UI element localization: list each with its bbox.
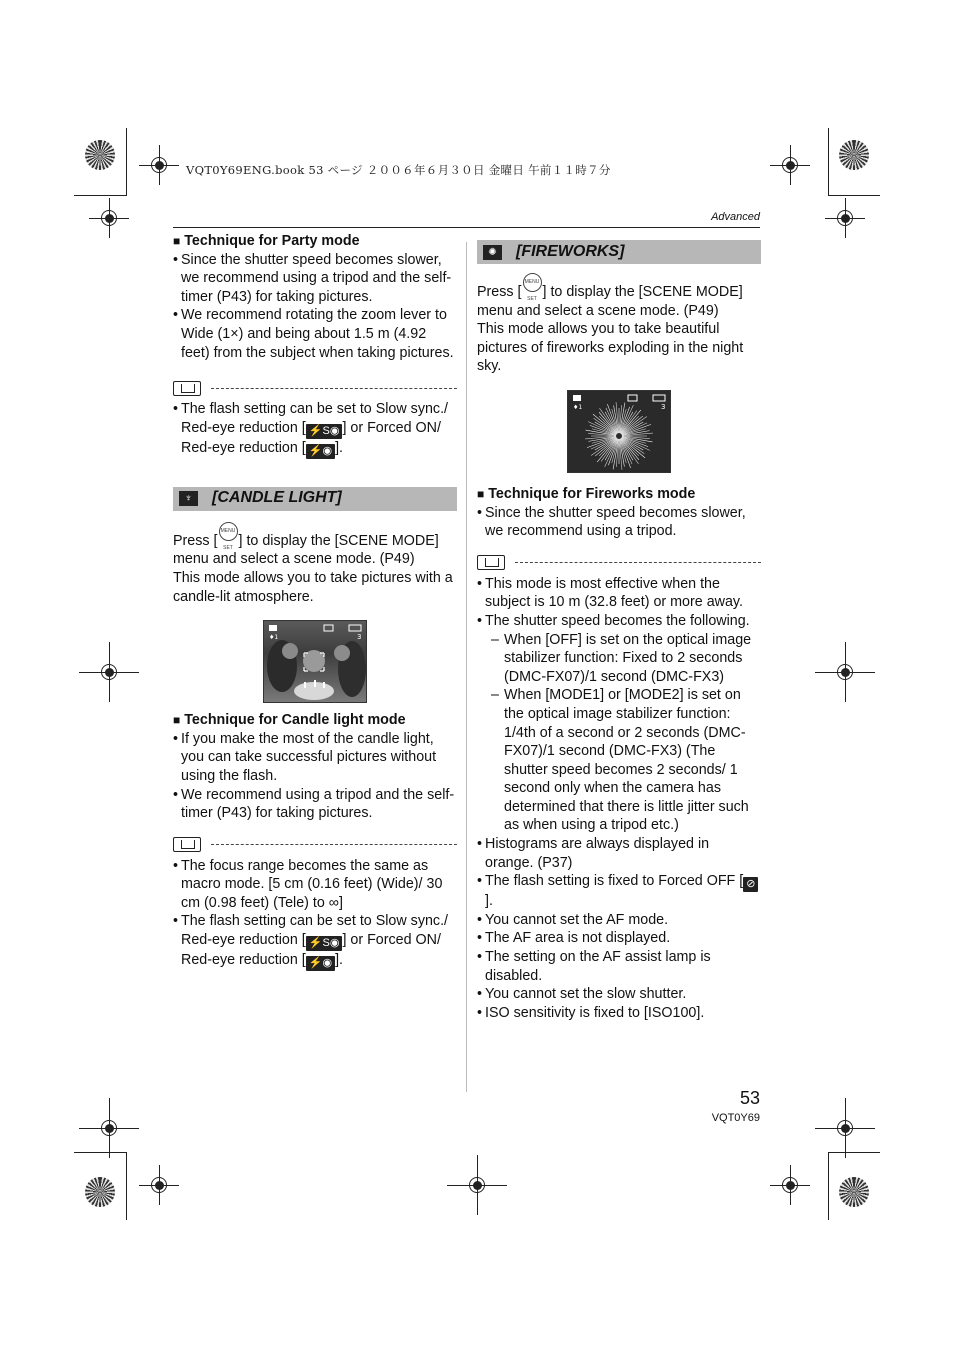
flash-slow-sync-red-eye-icon: ⚡S◉ (306, 424, 343, 439)
registration-target (839, 1177, 869, 1207)
right-column (477, 240, 761, 1022)
registration-target (85, 140, 115, 170)
shots-remaining: 3 (661, 402, 666, 411)
menu-set-button-icon: MENU SET (219, 522, 238, 541)
running-head: Advanced (711, 211, 760, 223)
registration-target (85, 1177, 115, 1207)
note-icon (477, 555, 505, 570)
trim-line (828, 128, 829, 196)
section-title: [FIREWORKS] (516, 242, 625, 260)
fireworks-photo (568, 391, 670, 472)
page-number: 53 (739, 1088, 760, 1108)
flash-slow-sync-red-eye-icon: ⚡S◉ (306, 936, 343, 951)
list-item: • ISO sensitivity is fixed to [ISO100]. (477, 1004, 761, 1023)
header-rule (173, 227, 760, 228)
crop-mark (841, 1124, 850, 1133)
fireworks-bullets (477, 504, 761, 541)
crop-mark (786, 161, 795, 170)
candle-photo (264, 621, 366, 702)
note-divider (477, 553, 761, 573)
fireworks-intro: Press [MENU SET ] to display the [SCENE MODE] menu and select a scene mode. (P49) (477, 273, 761, 320)
fireworks-technique-heading: ■ Technique for Fireworks mode (477, 485, 696, 502)
note-icon (173, 837, 201, 852)
fireworks-example-image (567, 390, 671, 473)
trim-line (74, 195, 126, 196)
svg-text:♦1: ♦1 (573, 403, 583, 411)
crop-mark (105, 214, 114, 223)
candle-technique-heading: ■ Technique for Candle light mode (173, 712, 406, 729)
list-item: • The flash setting is fixed to Forced OFF [ ⊘]. (477, 872, 761, 911)
candle-bullets (173, 730, 457, 823)
menu-set-button-icon: MENU SET (523, 273, 542, 292)
list-item: • We recommend rotating the zoom lever to Wide (1×) and being about 1.5 m (4.92 feet) from the subject when taking pictures. (173, 306, 457, 362)
trim-line (828, 1152, 829, 1220)
shutter-speed-sublist (485, 631, 761, 836)
shots-remaining: 3 (357, 633, 362, 642)
list-item: • Since the shutter speed becomes slower, we recommend using a tripod and the self-timer (P43) for taking pictures. (173, 251, 457, 307)
list-item: • The shutter speed becomes the following. – When [OFF] is set on the optical image stabilizer function: Fixed to 2 seconds (DMC-FX07)/1 second (DMC-FX3) – When [MODE1] or [MODE2] is set on the optical image stabilizer function: 1/4th of a second or 2 seconds (DMC-FX07)/1 second (DMC-FX3) (The shutter speed becomes 2 seconds/ 1 second only when the camera has determined that there is little jitter such as when using a tripod etc.) (477, 612, 761, 835)
fireworks-section-header (477, 240, 761, 264)
trim-line (74, 1152, 126, 1153)
party-notes (173, 400, 457, 459)
svg-text:♦1: ♦1 (269, 634, 279, 642)
fireworks-scene-icon: ✺ (483, 245, 502, 260)
fireworks-description: This mode allows you to take beautiful pictures of fireworks exploding in the night sky. (477, 321, 744, 375)
crop-mark (105, 668, 114, 677)
trim-line (126, 128, 127, 196)
list-item: • If you make the most of the candle light, you can take successful pictures without using the flash. (173, 730, 457, 786)
crop-mark (155, 1181, 164, 1190)
trim-line (126, 1152, 127, 1220)
list-item: • We recommend using a tripod and the self-timer (P43) for taking pictures. (173, 786, 457, 823)
flash-forced-off-icon: ⊘ (743, 877, 758, 892)
trim-line (828, 195, 880, 196)
printer-slug: VQT0Y69ENG.book 53 ページ ２００６年６月３０日 金曜日 午前１１時７分 (186, 163, 611, 177)
candle-scene-icon: ♆ (179, 491, 198, 506)
crop-mark (155, 161, 164, 170)
candle-light-example-image (263, 620, 367, 703)
registration-target (839, 140, 869, 170)
crop-mark (105, 1124, 114, 1133)
trim-line (828, 1152, 880, 1153)
list-item: • The setting on the AF assist lamp is disabled. (477, 948, 761, 985)
flash-forced-on-red-eye-icon: ⚡◉ (306, 956, 335, 971)
crop-mark (841, 214, 850, 223)
flash-forced-on-red-eye-icon: ⚡◉ (306, 444, 335, 459)
fireworks-notes (477, 575, 761, 1023)
party-bullets (173, 251, 457, 363)
list-item: • The flash setting can be set to Slow sync./ Red-eye reduction [ ⚡S◉ ] or Forced ON/ Red-eye reduction [ ⚡◉ ]. (173, 400, 457, 459)
crop-mark (473, 1181, 482, 1190)
list-item: • The AF area is not displayed. (477, 929, 761, 948)
model-code: VQT0Y69 (711, 1112, 760, 1124)
candle-intro: Press [MENU SET ] to display the [SCENE MODE] menu and select a scene mode. (P49) (173, 522, 457, 569)
column-divider (466, 242, 467, 1092)
list-item: • Histograms are always displayed in orange. (P37) (477, 835, 761, 872)
crop-mark (841, 668, 850, 677)
list-item: • The flash setting can be set to Slow sync./ Red-eye reduction [ ⚡S◉ ] or Forced ON/ Red-eye reduction [ ⚡◉ ]. (173, 912, 457, 971)
candle-notes (173, 857, 457, 971)
list-item: • You cannot set the slow shutter. (477, 985, 761, 1004)
section-title: [CANDLE LIGHT] (212, 489, 342, 507)
note-divider (173, 835, 457, 855)
note-icon (173, 381, 201, 396)
list-item: • You cannot set the AF mode. (477, 911, 761, 930)
candle-description: This mode allows you to take pictures with a candle-lit atmosphere. (173, 569, 453, 605)
crop-mark (786, 1181, 795, 1190)
note-divider (173, 378, 457, 398)
list-item: • The focus range becomes the same as macro mode. [5 cm (0.16 feet) (Wide)/ 30 cm (0.98 feet) (Tele) to ∞] (173, 857, 457, 913)
left-column (173, 232, 457, 971)
party-technique-heading: ■ Technique for Party mode (173, 233, 360, 249)
candle-light-section-header (173, 487, 457, 511)
list-item: • Since the shutter speed becomes slower, we recommend using a tripod. (477, 504, 761, 541)
list-item: • This mode is most effective when the subject is 10 m (32.8 feet) or more away. (477, 575, 761, 612)
list-item: – When [MODE1] or [MODE2] is set on the optical image stabilizer function: 1/4th of a second or 2 seconds (DMC-FX07)/1 second (DMC-FX3) (The shutter speed becomes 2 seconds/ 1 second only when the camera has determined that there is little jitter such as when using a tripod etc.) (485, 686, 761, 835)
list-item: – When [OFF] is set on the optical image stabilizer function: Fixed to 2 seconds (DMC-FX07)/1 second (DMC-FX3) (485, 631, 761, 687)
